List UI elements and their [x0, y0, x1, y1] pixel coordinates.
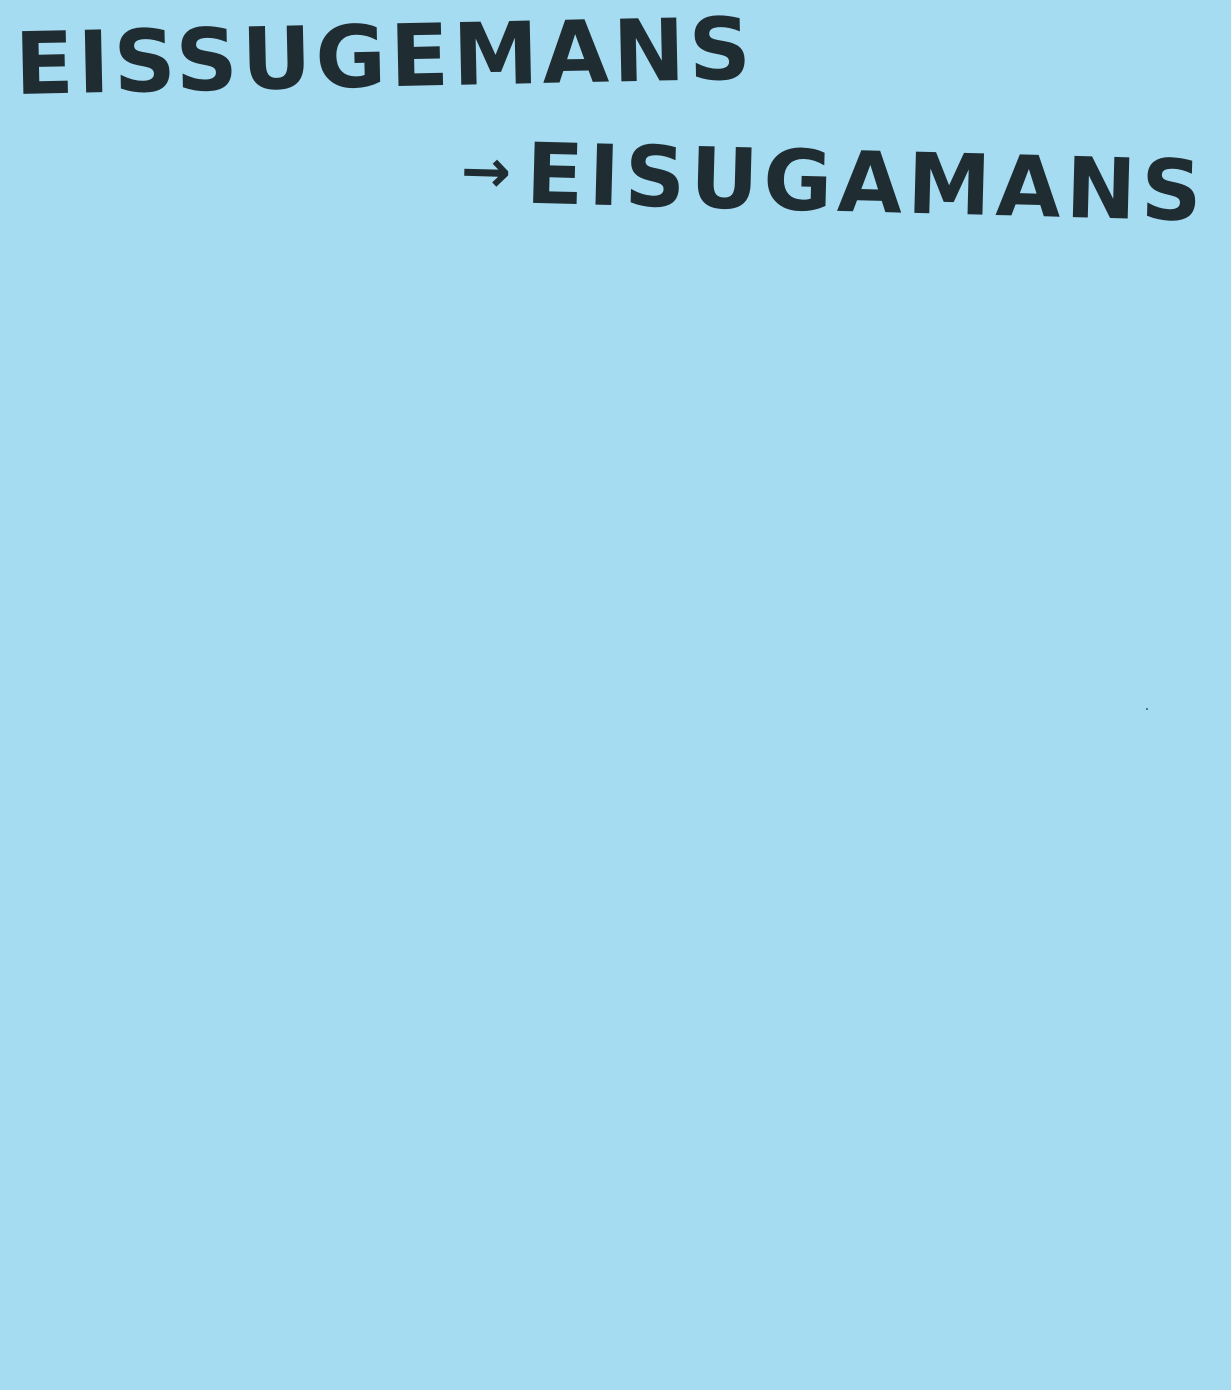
corrected-word-line: [460, 124, 1208, 241]
original-word: EISSUGEMANS: [13, 0, 756, 115]
corrected-word: EISUGAMANS: [524, 124, 1208, 241]
arrow-icon: →: [460, 135, 518, 208]
paper-speck: [1146, 708, 1148, 710]
